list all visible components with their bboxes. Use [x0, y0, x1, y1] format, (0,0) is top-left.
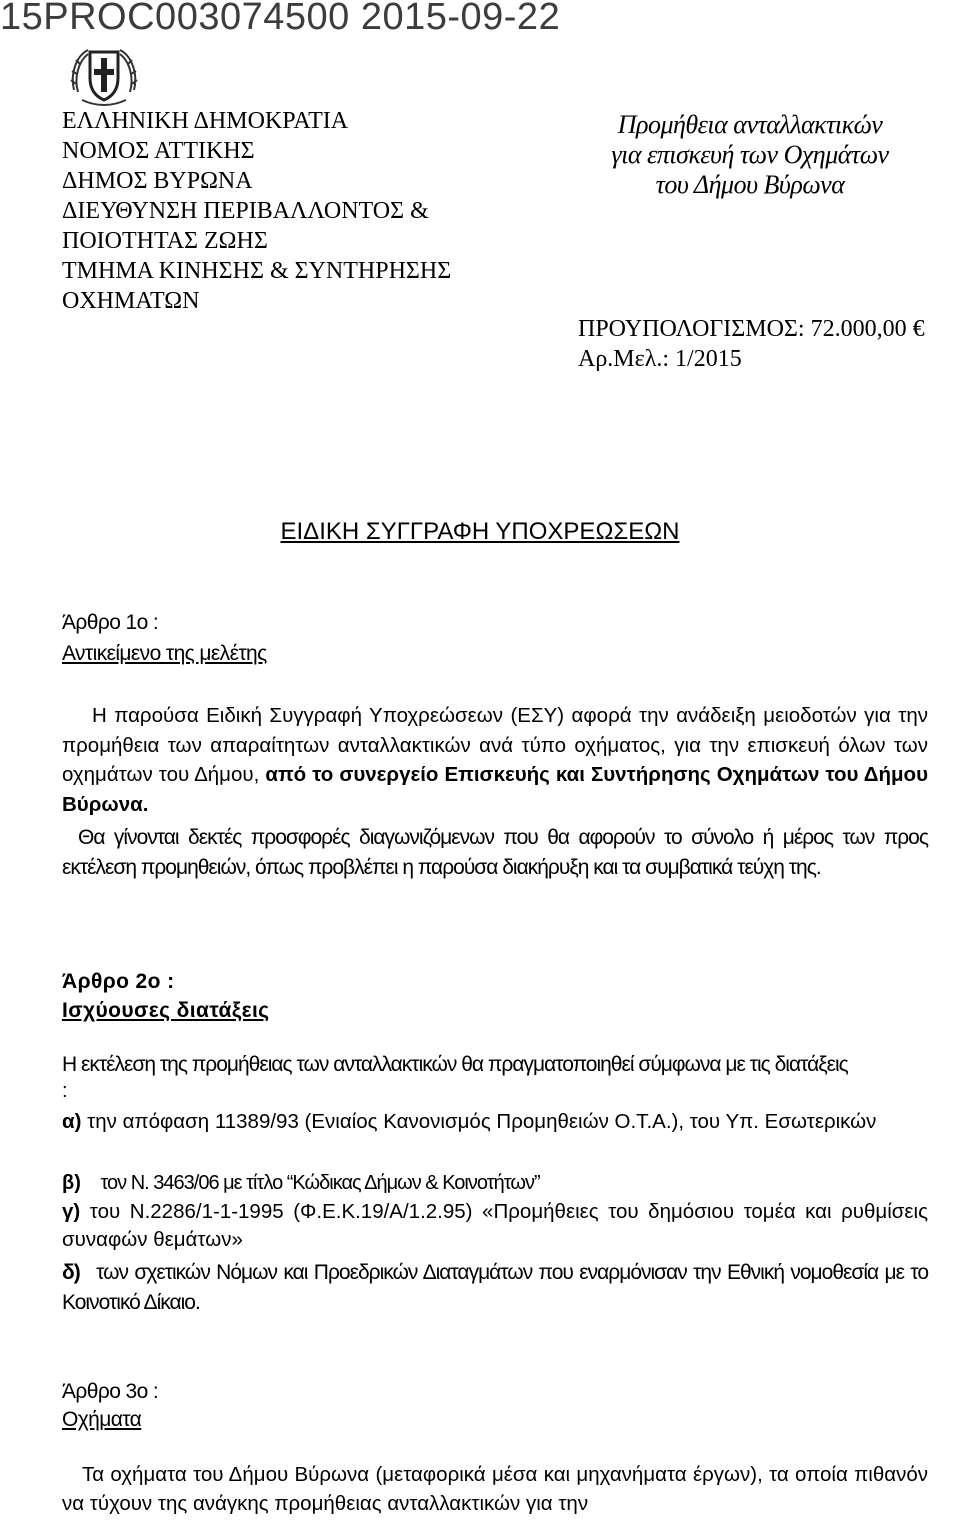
- authority-line: ΔΗΜΟΣ ΒΥΡΩΝΑ: [62, 168, 253, 194]
- article-2-title: Ισχύουσες διατάξεις: [62, 999, 270, 1022]
- provision-item: [62, 1198, 928, 1254]
- article-2-number: Άρθρο 2ο :: [62, 970, 175, 993]
- provision-text: τον Ν. 3463/06 με τίτλο “Κώδικας Δήμων & Κοινοτήτων”: [100, 1172, 540, 1194]
- provision-text: την απόφαση 11389/93 (Ενιαίος Κανονισμός Προμηθειών Ο.Τ.Α.), του Υπ. Εσωτερικών: [87, 1110, 877, 1133]
- article-3-paragraph: Τα οχήματα του Δήμου Βύρωνα (μεταφορικά μέσα και μηχανήματα έργων), τα οποία πιθανόν να τύχουν της ανάγκης προμήθειας ανταλλακτικών για την: [62, 1463, 928, 1515]
- provision-text: του Ν.2286/1-1-1995 (Φ.Ε.Κ.19/Α/1.2.95) «Προμήθειες του δημόσιου τομέα και ρυθμίσεις συναφών θεμάτων»: [62, 1200, 928, 1251]
- authority-line: ΠΟΙΟΤΗΤΑΣ ΖΩΗΣ: [62, 228, 268, 254]
- provision-label: δ): [62, 1261, 80, 1284]
- authority-line: ΝΟΜΟΣ ΑΤΤΙΚΗΣ: [62, 138, 255, 164]
- subject-line: για επισκευή των Οχημάτων: [611, 140, 889, 169]
- greek-coat-of-arms-icon: [68, 44, 140, 112]
- provision-label: β): [62, 1172, 81, 1194]
- authority-line: ΟΧΗΜΑΤΩΝ: [62, 288, 200, 314]
- article-2-intro: Η εκτέλεση της προμήθειας των ανταλλακτικών θα πραγματοποιηθεί σύμφωνα με τις διατάξεις: [62, 1053, 848, 1076]
- provision-label: γ): [62, 1200, 81, 1223]
- article-3-number: Άρθρο 3ο :: [62, 1380, 159, 1403]
- article-1-title: Αντικείμενο της μελέτης: [62, 642, 267, 665]
- authority-line: ΔΙΕΥΘΥΝΣΗ ΠΕΡΙΒΑΛΛΟΝΤΟΣ &: [62, 198, 429, 224]
- authority-line: ΤΜΗΜΑ ΚΙΝΗΣΗΣ & ΣΥΝΤΗΡΗΣΗΣ: [62, 258, 452, 284]
- budget-value: 72.000,00 €: [810, 316, 925, 342]
- issuing-authority: [62, 106, 451, 316]
- provision-item: [62, 1170, 540, 1196]
- provision-item: [62, 1108, 928, 1136]
- article-2-intro-colon: :: [62, 1080, 68, 1102]
- study-number-label: Αρ.Μελ.:: [578, 346, 670, 372]
- article-1-bold-text: από το συνεργείο Επισκευής και Συντήρησης Οχημάτων του Δήμου Βύρωνα.: [62, 763, 929, 816]
- subject-line: Προμήθεια ανταλλακτικών: [617, 110, 883, 139]
- provision-item: [62, 1258, 928, 1318]
- authority-line: ΕΛΛΗΝΙΚΗ ΔΗΜΟΚΡΑΤΙΑ: [62, 108, 349, 134]
- document-title: ΕΙΔΙΚΗ ΣΥΓΓΡΑΦΗ ΥΠΟΧΡΕΩΣΕΩΝ: [280, 518, 680, 545]
- article-1-text: Η παρούσα Ειδική Συγγραφή Υποχρεώσεων (ΕΣΥ) αφορά την ανάδειξη μειοδοτών για την προμήθεια των απαραίτητων ανταλλακτικών ανά τύπο οχήματος, για την επισκευή όλων των οχημάτων του Δήμου,: [62, 704, 928, 786]
- budget-label: ΠΡΟΥΠΟΛΟΓΙΣΜΟΣ:: [578, 316, 805, 342]
- study-number: [578, 344, 742, 374]
- article-1-paragraph: [62, 701, 928, 819]
- document-id: 15PROC003074500 2015-09-22: [0, 0, 561, 38]
- subject-heading: [560, 110, 940, 200]
- article-1-paragraph-2: Θα γίνονται δεκτές προσφορές διαγωνιζόμενων που θα αφορούν το σύνολο ή μέρος των προς εκτέλεση προμηθειών, όπως προβλέπει η παρούσα διακήρυξη και τα συμβατικά τεύχη της.: [62, 826, 928, 879]
- subject-line: του Δήμου Βύρωνα: [655, 170, 845, 199]
- article-1-number: Άρθρο 1ο :: [62, 611, 159, 634]
- study-number-value: 1/2015: [675, 346, 742, 372]
- budget: [578, 314, 925, 344]
- provision-label: α): [62, 1110, 82, 1133]
- provision-text: των σχετικών Νόμων και Προεδρικών Διαταγμάτων που εναρμόνισαν την Εθνική νομοθεσία με το Κοινοτικό Δίκαιο.: [62, 1261, 928, 1314]
- article-3-title: Οχήματα: [62, 1408, 142, 1431]
